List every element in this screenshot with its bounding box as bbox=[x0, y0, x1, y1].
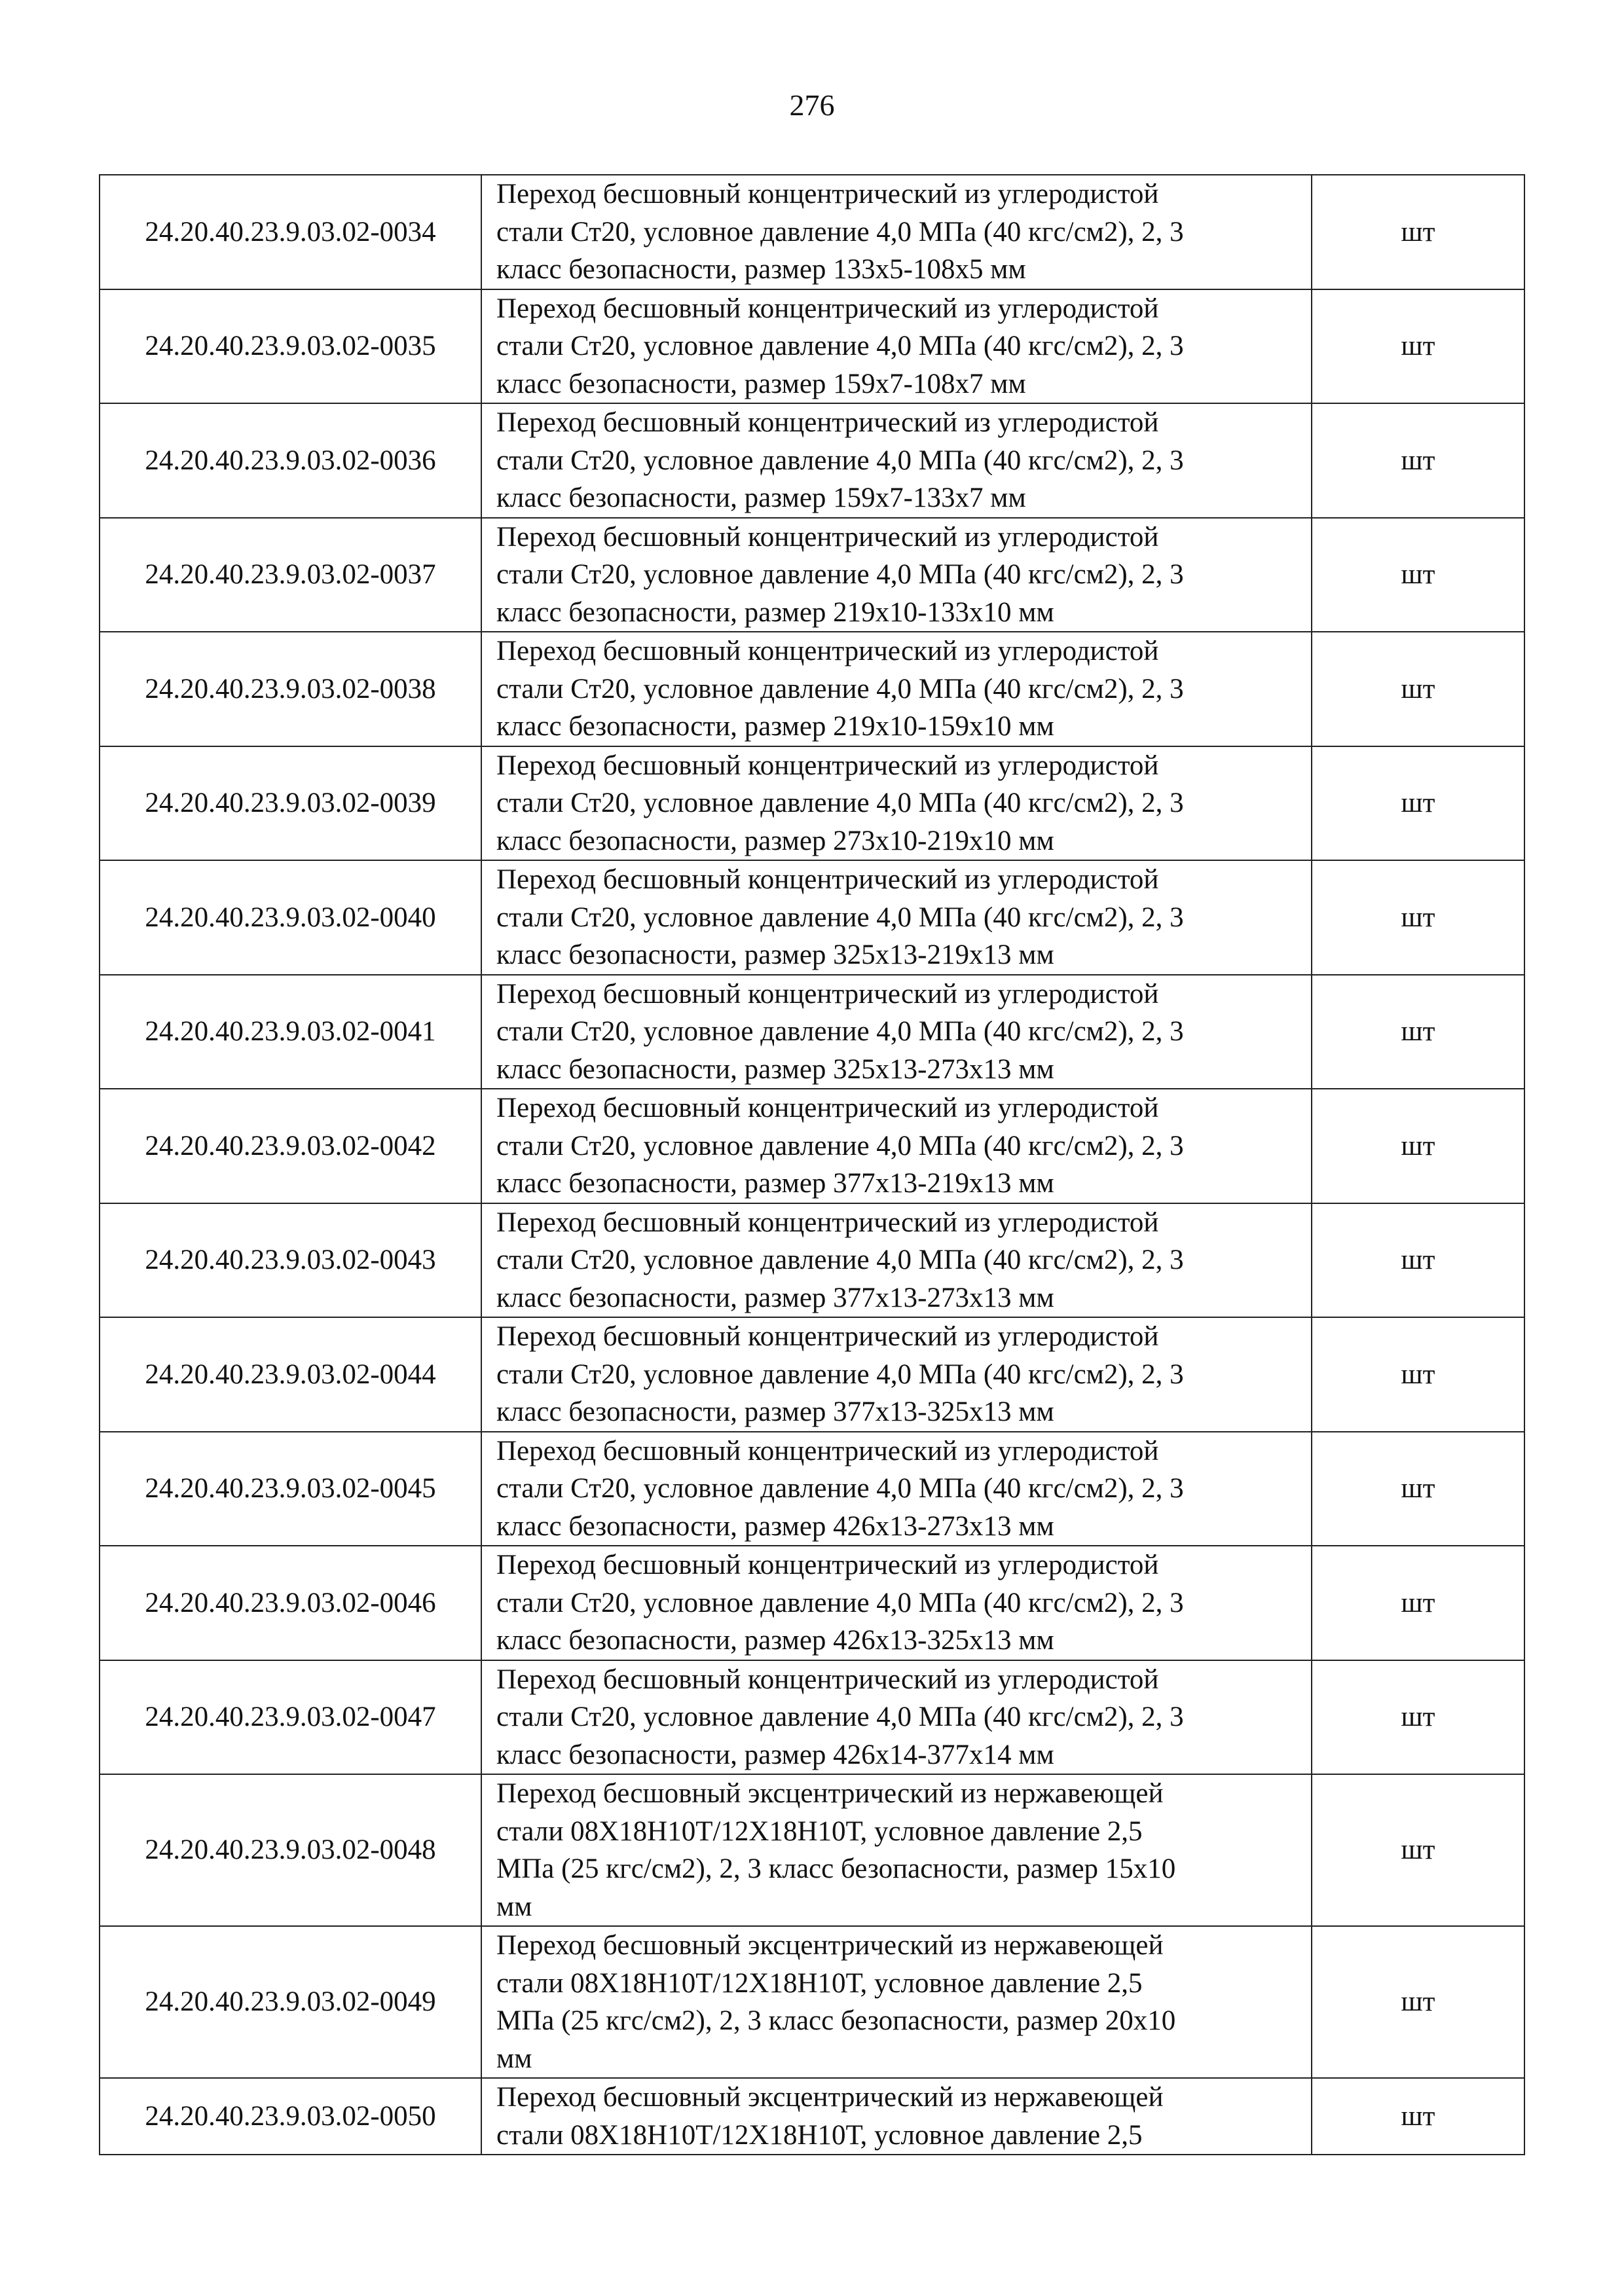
description-line: Переход бесшовный концентрический из углеродистой bbox=[496, 1321, 1159, 1352]
description-line: стали 08Х18Н10Т/12Х18Н10Т, условное давление 2,5 bbox=[496, 1815, 1143, 1847]
description-line: класс безопасности, размер 133х5-108х5 мм bbox=[496, 254, 1026, 285]
description-line: МПа (25 кгс/см2), 2, 3 класс безопасности, размер 15х10 bbox=[496, 1853, 1176, 1884]
resource-description-cell bbox=[481, 1203, 1312, 1318]
description-line: Переход бесшовный эксцентрический из нержавеющей bbox=[496, 1930, 1164, 1961]
description-line: стали Ст20, условное давление 4,0 МПа (40 кгс/см2), 2, 3 bbox=[496, 1245, 1184, 1275]
description-line: Переход бесшовный концентрический из углеродистой bbox=[496, 1207, 1159, 1238]
resource-description-cell bbox=[481, 175, 1312, 289]
description-line: стали Ст20, условное давление 4,0 МПа (40 кгс/см2), 2, 3 bbox=[496, 1016, 1184, 1047]
description-line: стали Ст20, условное давление 4,0 МПа (40 кгс/см2), 2, 3 bbox=[496, 216, 1184, 247]
table-row bbox=[100, 1432, 1524, 1546]
description-line: мм bbox=[496, 1891, 532, 1922]
unit-cell: шт bbox=[1312, 1089, 1524, 1203]
description-line: стали Ст20, условное давление 4,0 МПа (40 кгс/см2), 2, 3 bbox=[496, 788, 1184, 818]
table-row bbox=[100, 2078, 1524, 2155]
resource-code-cell: 24.20.40.23.9.03.02-0036 bbox=[100, 403, 481, 518]
resource-code-cell: 24.20.40.23.9.03.02-0037 bbox=[100, 518, 481, 632]
description-line: стали Ст20, условное давление 4,0 МПа (40 кгс/см2), 2, 3 bbox=[496, 1702, 1184, 1732]
resource-code-cell: 24.20.40.23.9.03.02-0038 bbox=[100, 632, 481, 746]
resource-code-cell: 24.20.40.23.9.03.02-0049 bbox=[100, 1926, 481, 2078]
resource-code-cell: 24.20.40.23.9.03.02-0047 bbox=[100, 1660, 481, 1775]
description-line: стали Ст20, условное давление 4,0 МПа (40 кгс/см2), 2, 3 bbox=[496, 902, 1184, 933]
description-line: стали Ст20, условное давление 4,0 МПа (40 кгс/см2), 2, 3 bbox=[496, 331, 1184, 361]
table-row bbox=[100, 1774, 1524, 1926]
description-line: класс безопасности, размер 273х10-219х10 мм bbox=[496, 825, 1054, 856]
table-row bbox=[100, 860, 1524, 975]
description-line: стали 08Х18Н10Т/12Х18Н10Т, условное давление 2,5 bbox=[496, 2119, 1143, 2151]
description-line: стали 08Х18Н10Т/12Х18Н10Т, условное давление 2,5 bbox=[496, 1967, 1143, 1999]
description-line: Переход бесшовный концентрический из углеродистой bbox=[496, 1550, 1159, 1580]
table-row bbox=[100, 975, 1524, 1089]
description-line: Переход бесшовный концентрический из углеродистой bbox=[496, 521, 1159, 553]
resource-code-cell: 24.20.40.23.9.03.02-0034 bbox=[100, 175, 481, 289]
description-line: стали Ст20, условное давление 4,0 МПа (40 кгс/см2), 2, 3 bbox=[496, 445, 1184, 476]
description-line: стали Ст20, условное давление 4,0 МПа (40 кгс/см2), 2, 3 bbox=[496, 1587, 1184, 1618]
unit-cell: шт bbox=[1312, 2078, 1524, 2155]
resource-description-cell bbox=[481, 403, 1312, 518]
resource-code-cell: 24.20.40.23.9.03.02-0050 bbox=[100, 2078, 481, 2155]
unit-cell: шт bbox=[1312, 746, 1524, 861]
description-line: Переход бесшовный концентрический из углеродистой bbox=[496, 978, 1159, 1010]
unit-cell: шт bbox=[1312, 175, 1524, 289]
unit-cell: шт bbox=[1312, 975, 1524, 1089]
resource-table-body bbox=[100, 175, 1524, 2155]
resource-code-cell: 24.20.40.23.9.03.02-0048 bbox=[100, 1774, 481, 1926]
unit-cell: шт bbox=[1312, 632, 1524, 746]
description-line: мм bbox=[496, 2043, 532, 2074]
description-line: класс безопасности, размер 377х13-325х13 мм bbox=[496, 1396, 1054, 1427]
resource-code-cell: 24.20.40.23.9.03.02-0046 bbox=[100, 1546, 481, 1660]
description-line: Переход бесшовный концентрический из углеродистой bbox=[496, 407, 1159, 438]
table-row bbox=[100, 746, 1524, 861]
table-row bbox=[100, 1660, 1524, 1775]
resource-description-cell bbox=[481, 1926, 1312, 2078]
resource-description-cell bbox=[481, 632, 1312, 746]
description-line: Переход бесшовный эксцентрический из нержавеющей bbox=[496, 1778, 1164, 1809]
description-line: Переход бесшовный концентрический из углеродистой bbox=[496, 1093, 1159, 1123]
table-row bbox=[100, 403, 1524, 518]
description-line: Переход бесшовный концентрический из углеродистой bbox=[496, 636, 1159, 666]
table-row bbox=[100, 1317, 1524, 1432]
description-line: класс безопасности, размер 325х13-273х13 мм bbox=[496, 1053, 1054, 1085]
unit-cell: шт bbox=[1312, 1660, 1524, 1775]
unit-cell: шт bbox=[1312, 518, 1524, 632]
description-line: класс безопасности, размер 219х10-133х10 мм bbox=[496, 596, 1054, 628]
table-row bbox=[100, 1089, 1524, 1203]
resource-table bbox=[99, 174, 1525, 2155]
unit-cell: шт bbox=[1312, 1203, 1524, 1318]
description-line: Переход бесшовный концентрический из углеродистой bbox=[496, 179, 1159, 210]
description-line: Переход бесшовный концентрический из углеродистой bbox=[496, 750, 1159, 781]
unit-cell: шт bbox=[1312, 1926, 1524, 2078]
table-row bbox=[100, 1203, 1524, 1318]
resource-description-cell bbox=[481, 1660, 1312, 1775]
resource-code-cell: 24.20.40.23.9.03.02-0041 bbox=[100, 975, 481, 1089]
description-line: стали Ст20, условное давление 4,0 МПа (40 кгс/см2), 2, 3 bbox=[496, 1130, 1184, 1161]
resource-description-cell bbox=[481, 289, 1312, 404]
unit-cell: шт bbox=[1312, 1546, 1524, 1660]
resource-description-cell bbox=[481, 1546, 1312, 1660]
resource-code-cell: 24.20.40.23.9.03.02-0042 bbox=[100, 1089, 481, 1203]
description-line: стали Ст20, условное давление 4,0 МПа (40 кгс/см2), 2, 3 bbox=[496, 1358, 1184, 1390]
description-line: класс безопасности, размер 325х13-219х13 мм bbox=[496, 939, 1054, 970]
resource-code-cell: 24.20.40.23.9.03.02-0040 bbox=[100, 860, 481, 975]
description-line: Переход бесшовный концентрический из углеродистой bbox=[496, 864, 1159, 895]
table-row bbox=[100, 289, 1524, 404]
description-line: Переход бесшовный концентрический из углеродистой bbox=[496, 1435, 1159, 1467]
description-line: класс безопасности, размер 159х7-108х7 мм bbox=[496, 368, 1026, 399]
description-line: класс безопасности, размер 219х10-159х10 мм bbox=[496, 711, 1054, 742]
resource-code-cell: 24.20.40.23.9.03.02-0045 bbox=[100, 1432, 481, 1546]
description-line: Переход бесшовный концентрический из углеродистой bbox=[496, 1664, 1159, 1695]
resource-description-cell bbox=[481, 518, 1312, 632]
resource-description-cell bbox=[481, 1774, 1312, 1926]
unit-cell: шт bbox=[1312, 860, 1524, 975]
unit-cell: шт bbox=[1312, 403, 1524, 518]
description-line: класс безопасности, размер 377х13-273х13 мм bbox=[496, 1282, 1054, 1313]
page-number: 276 bbox=[789, 88, 835, 122]
table-row bbox=[100, 518, 1524, 632]
resource-description-cell bbox=[481, 746, 1312, 861]
description-line: класс безопасности, размер 426х13-273х13 мм bbox=[496, 1510, 1054, 1542]
description-line: класс безопасности, размер 426х13-325х13 мм bbox=[496, 1625, 1054, 1656]
table-row bbox=[100, 1926, 1524, 2078]
description-line: класс безопасности, размер 426х14-377х14 мм bbox=[496, 1739, 1054, 1770]
table-row bbox=[100, 632, 1524, 746]
unit-cell: шт bbox=[1312, 1774, 1524, 1926]
description-line: Переход бесшовный эксцентрический из нержавеющей bbox=[496, 2082, 1164, 2113]
resource-description-cell bbox=[481, 1089, 1312, 1203]
resource-code-cell: 24.20.40.23.9.03.02-0044 bbox=[100, 1317, 481, 1432]
description-line: стали Ст20, условное давление 4,0 МПа (40 кгс/см2), 2, 3 bbox=[496, 559, 1184, 590]
resource-description-cell bbox=[481, 860, 1312, 975]
description-line: Переход бесшовный концентрический из углеродистой bbox=[496, 293, 1159, 324]
resource-code-cell: 24.20.40.23.9.03.02-0035 bbox=[100, 289, 481, 404]
unit-cell: шт bbox=[1312, 1432, 1524, 1546]
table-row bbox=[100, 175, 1524, 289]
resource-code-cell: 24.20.40.23.9.03.02-0039 bbox=[100, 746, 481, 861]
resource-description-cell bbox=[481, 975, 1312, 1089]
unit-cell: шт bbox=[1312, 1317, 1524, 1432]
resource-code-cell: 24.20.40.23.9.03.02-0043 bbox=[100, 1203, 481, 1318]
resource-description-cell bbox=[481, 1317, 1312, 1432]
resource-description-cell bbox=[481, 1432, 1312, 1546]
resource-description-cell bbox=[481, 2078, 1312, 2155]
description-line: МПа (25 кгс/см2), 2, 3 класс безопасности, размер 20х10 bbox=[496, 2005, 1176, 2036]
table-row bbox=[100, 1546, 1524, 1660]
unit-cell: шт bbox=[1312, 289, 1524, 404]
description-line: класс безопасности, размер 377х13-219х13 мм bbox=[496, 1168, 1054, 1199]
description-line: стали Ст20, условное давление 4,0 МПа (40 кгс/см2), 2, 3 bbox=[496, 1473, 1184, 1504]
description-line: стали Ст20, условное давление 4,0 МПа (40 кгс/см2), 2, 3 bbox=[496, 673, 1184, 704]
description-line: класс безопасности, размер 159х7-133х7 мм bbox=[496, 483, 1026, 513]
